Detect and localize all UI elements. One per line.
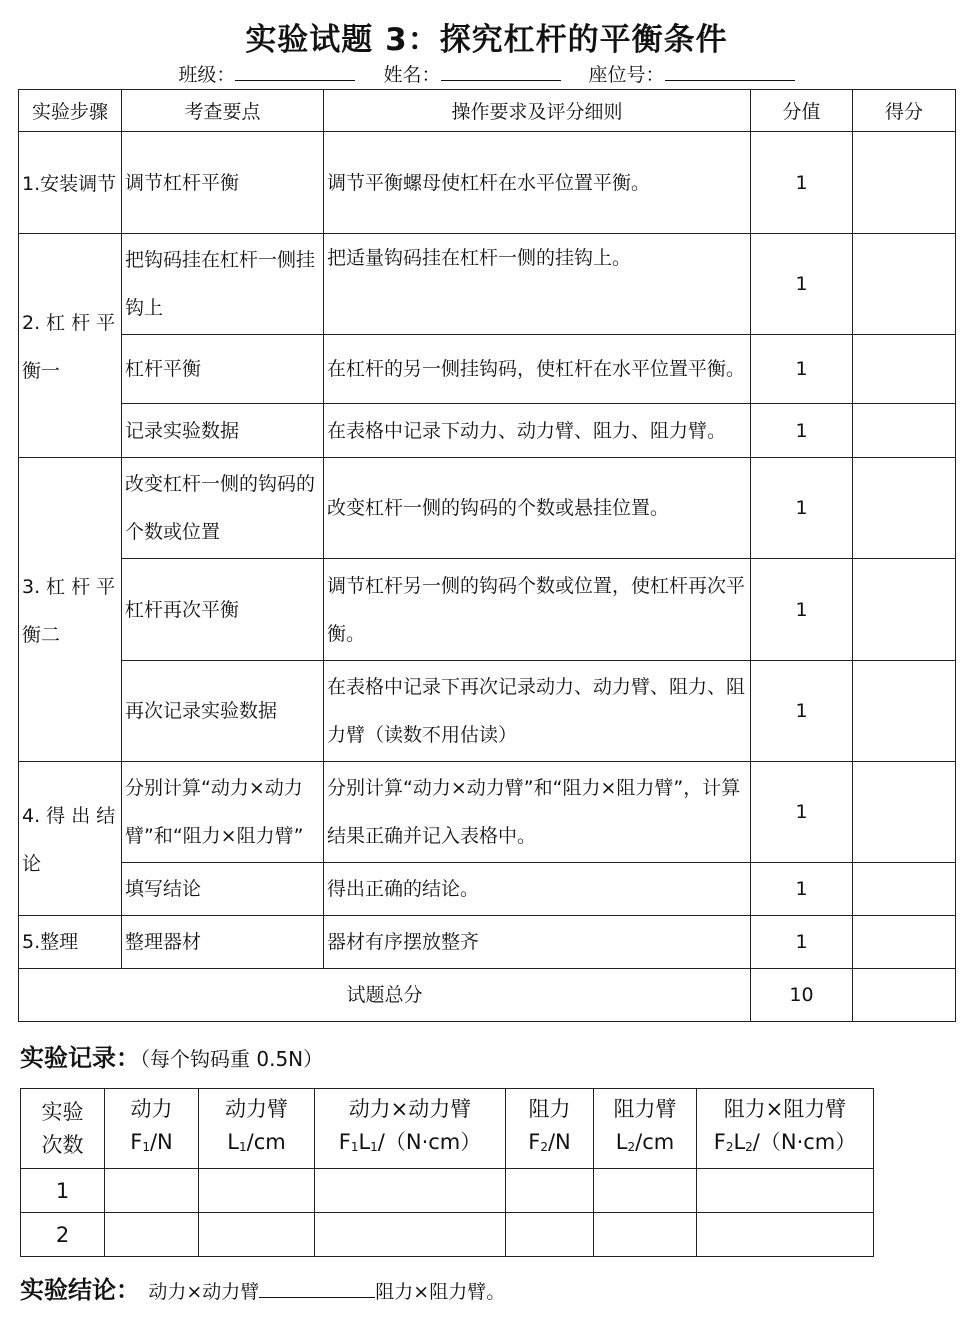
header-l1-label: 动力臂 — [225, 1097, 288, 1121]
header-f1l1-v1: F — [338, 1130, 351, 1154]
earned-cell[interactable] — [853, 559, 956, 661]
header-f2l2-v1: F — [713, 1130, 726, 1154]
header-f1l1-s2: 1 — [370, 1140, 378, 1154]
earned-cell[interactable] — [853, 132, 956, 234]
header-l1-var: L — [227, 1130, 239, 1154]
seat-blank[interactable] — [665, 63, 795, 81]
header-step: 实验步骤 — [19, 90, 122, 132]
score-cell: 1 — [751, 559, 853, 661]
record-cell-f2[interactable] — [506, 1169, 594, 1213]
total-row — [19, 969, 956, 1022]
conclusion-title: 实验结论： — [20, 1276, 140, 1304]
record-title-text: 实验记录： — [20, 1044, 140, 1072]
header-f2l2 — [697, 1089, 874, 1169]
step-cell: 2. 杠 杆 平衡一 — [19, 234, 122, 458]
table-row — [19, 404, 956, 458]
earned-cell[interactable] — [853, 458, 956, 559]
point-cell: 再次记录实验数据 — [122, 661, 324, 762]
header-f1l1-s1: 1 — [350, 1140, 359, 1154]
earned-cell[interactable] — [853, 863, 956, 916]
point-cell: 整理器材 — [122, 916, 324, 969]
conclusion-right: 阻力×阻力臂。 — [375, 1281, 506, 1303]
record-cell-l1[interactable] — [199, 1213, 315, 1257]
score-cell: 1 — [751, 916, 853, 969]
page-title: 实验试题 3：探究杠杆的平衡条件 — [245, 22, 728, 58]
table-row — [19, 661, 956, 762]
rule-cell: 在杠杆的另一侧挂钩码，使杠杆在水平位置平衡。 — [324, 335, 751, 404]
header-times-line2: 次数 — [41, 1132, 84, 1157]
record-cell-f1[interactable] — [105, 1169, 199, 1213]
record-cell-l2[interactable] — [594, 1169, 697, 1213]
header-f2-sub: 2 — [540, 1140, 548, 1154]
score-cell: 1 — [751, 661, 853, 762]
score-cell: 1 — [751, 458, 853, 559]
point-cell: 杠杆再次平衡 — [122, 559, 324, 661]
header-f2l2-unit: /（N·cm） — [752, 1130, 857, 1154]
conclusion-blank[interactable] — [259, 1280, 375, 1298]
header-l2-sub: 2 — [627, 1140, 636, 1154]
score-cell: 1 — [751, 863, 853, 916]
header-rule: 操作要求及评分细则 — [324, 90, 751, 132]
table-row — [19, 132, 956, 234]
header-f1l1-v2: L — [358, 1130, 371, 1154]
table-row — [19, 863, 956, 916]
rule-cell: 在表格中记录下再次记录动力、动力臂、阻力、阻力臂（读数不用估读） — [324, 661, 751, 762]
rule-cell: 改变杠杆一侧的钩码的个数或悬挂位置。 — [324, 458, 751, 559]
step-cell: 5.整理 — [19, 916, 122, 969]
record-cell-l2[interactable] — [594, 1213, 697, 1257]
point-cell: 杠杆平衡 — [122, 335, 324, 404]
earned-cell[interactable] — [853, 335, 956, 404]
point-cell: 填写结论 — [122, 863, 324, 916]
header-earned: 得分 — [853, 90, 956, 132]
record-cell-f2l2[interactable] — [697, 1213, 874, 1257]
step-cell: 1.安装调节 — [19, 132, 122, 234]
header-l2-unit: /cm — [635, 1130, 675, 1154]
table-row — [19, 335, 956, 404]
score-cell: 1 — [751, 234, 853, 335]
header-f2l2-label: 阻力×阻力臂 — [723, 1097, 847, 1121]
total-score: 10 — [751, 969, 853, 1022]
record-cell-f1l1[interactable] — [315, 1169, 506, 1213]
header-l2-label: 阻力臂 — [613, 1097, 677, 1121]
student-info-line — [0, 60, 973, 87]
record-cell-f2l2[interactable] — [697, 1169, 874, 1213]
header-score: 分值 — [751, 90, 853, 132]
record-index: 2 — [21, 1213, 105, 1257]
header-f2 — [506, 1089, 594, 1169]
point-cell: 把钩码挂在杠杆一侧挂钩上 — [122, 234, 324, 335]
record-cell-l1[interactable] — [199, 1169, 315, 1213]
total-label: 试题总分 — [19, 969, 751, 1022]
header-f1-var: F — [130, 1130, 143, 1154]
score-cell: 1 — [751, 132, 853, 234]
header-f2-unit: /N — [547, 1130, 571, 1154]
rule-cell: 得出正确的结论。 — [324, 863, 751, 916]
earned-cell[interactable] — [853, 762, 956, 863]
point-cell: 记录实验数据 — [122, 404, 324, 458]
rule-cell: 器材有序摆放整齐 — [324, 916, 751, 969]
header-f2l2-s1: 2 — [725, 1140, 734, 1154]
header-times-line1: 实验 — [41, 1099, 84, 1124]
table-row — [19, 559, 956, 661]
total-earned-cell[interactable] — [853, 969, 956, 1022]
scoring-header-row — [19, 90, 956, 132]
point-cell: 改变杠杆一侧的钩码的个数或位置 — [122, 458, 324, 559]
rule-cell: 调节平衡螺母使杠杆在水平位置平衡。 — [324, 132, 751, 234]
earned-cell[interactable] — [853, 234, 956, 335]
table-row — [19, 234, 956, 335]
earned-cell[interactable] — [853, 404, 956, 458]
table-row — [19, 762, 956, 863]
rule-cell: 在表格中记录下动力、动力臂、阻力、阻力臂。 — [324, 404, 751, 458]
rule-cell: 调节杠杆另一侧的钩码个数或位置，使杠杆再次平衡。 — [324, 559, 751, 661]
record-index: 1 — [21, 1169, 105, 1213]
earned-cell[interactable] — [853, 661, 956, 762]
score-cell: 1 — [751, 335, 853, 404]
conclusion-left: 动力×动力臂 — [148, 1281, 260, 1303]
header-f2-label: 阻力 — [528, 1097, 571, 1121]
record-note: （每个钩码重 0.5N） — [140, 1047, 324, 1071]
score-cell: 1 — [751, 762, 853, 863]
name-label: 姓名： — [383, 64, 441, 86]
rule-cell: 分别计算“动力×动力臂”和“阻力×阻力臂”，计算结果正确并记入表格中。 — [324, 762, 751, 863]
header-f1l1-unit: /（N·cm） — [377, 1130, 482, 1154]
record-title — [20, 1038, 323, 1073]
record-row — [21, 1169, 874, 1213]
header-f2l2-v2: L — [733, 1130, 746, 1154]
header-point: 考查要点 — [122, 90, 324, 132]
step-cell: 3. 杠 杆 平衡二 — [19, 458, 122, 762]
header-f1-unit: /N — [149, 1130, 173, 1154]
header-f2l2-s2: 2 — [745, 1140, 753, 1154]
header-f1-sub: 1 — [142, 1140, 150, 1154]
point-cell: 分别计算“动力×动力臂”和“阻力×阻力臂” — [122, 762, 324, 863]
earned-cell[interactable] — [853, 916, 956, 969]
header-f1l1 — [315, 1089, 506, 1169]
record-cell-f1[interactable] — [105, 1213, 199, 1257]
header-f1l1-label: 动力×动力臂 — [348, 1097, 472, 1121]
header-f1 — [105, 1089, 199, 1169]
record-header-row — [21, 1089, 874, 1169]
score-cell: 1 — [751, 404, 853, 458]
point-cell: 调节杠杆平衡 — [122, 132, 324, 234]
header-l1 — [199, 1089, 315, 1169]
rule-cell: 把适量钩码挂在杠杆一侧的挂钩上。 — [324, 234, 751, 335]
step-cell: 4. 得 出 结论 — [19, 762, 122, 916]
record-cell-f1l1[interactable] — [315, 1213, 506, 1257]
name-blank[interactable] — [441, 63, 561, 81]
seat-label: 座位号： — [588, 64, 665, 86]
header-l2-var: L — [615, 1130, 628, 1154]
header-f2-var: F — [528, 1130, 541, 1154]
record-table — [20, 1088, 874, 1257]
record-cell-f2[interactable] — [506, 1213, 594, 1257]
header-l1-sub: 1 — [238, 1140, 247, 1154]
table-row — [19, 458, 956, 559]
conclusion-line — [20, 1270, 505, 1305]
class-label: 班级： — [178, 64, 236, 86]
record-row — [21, 1213, 874, 1257]
class-blank[interactable] — [235, 63, 355, 81]
header-l1-unit: /cm — [246, 1130, 286, 1154]
table-row — [19, 916, 956, 969]
header-l2 — [594, 1089, 697, 1169]
header-times — [21, 1089, 105, 1169]
header-f1-label: 动力 — [130, 1097, 173, 1121]
scoring-table — [18, 89, 956, 1022]
